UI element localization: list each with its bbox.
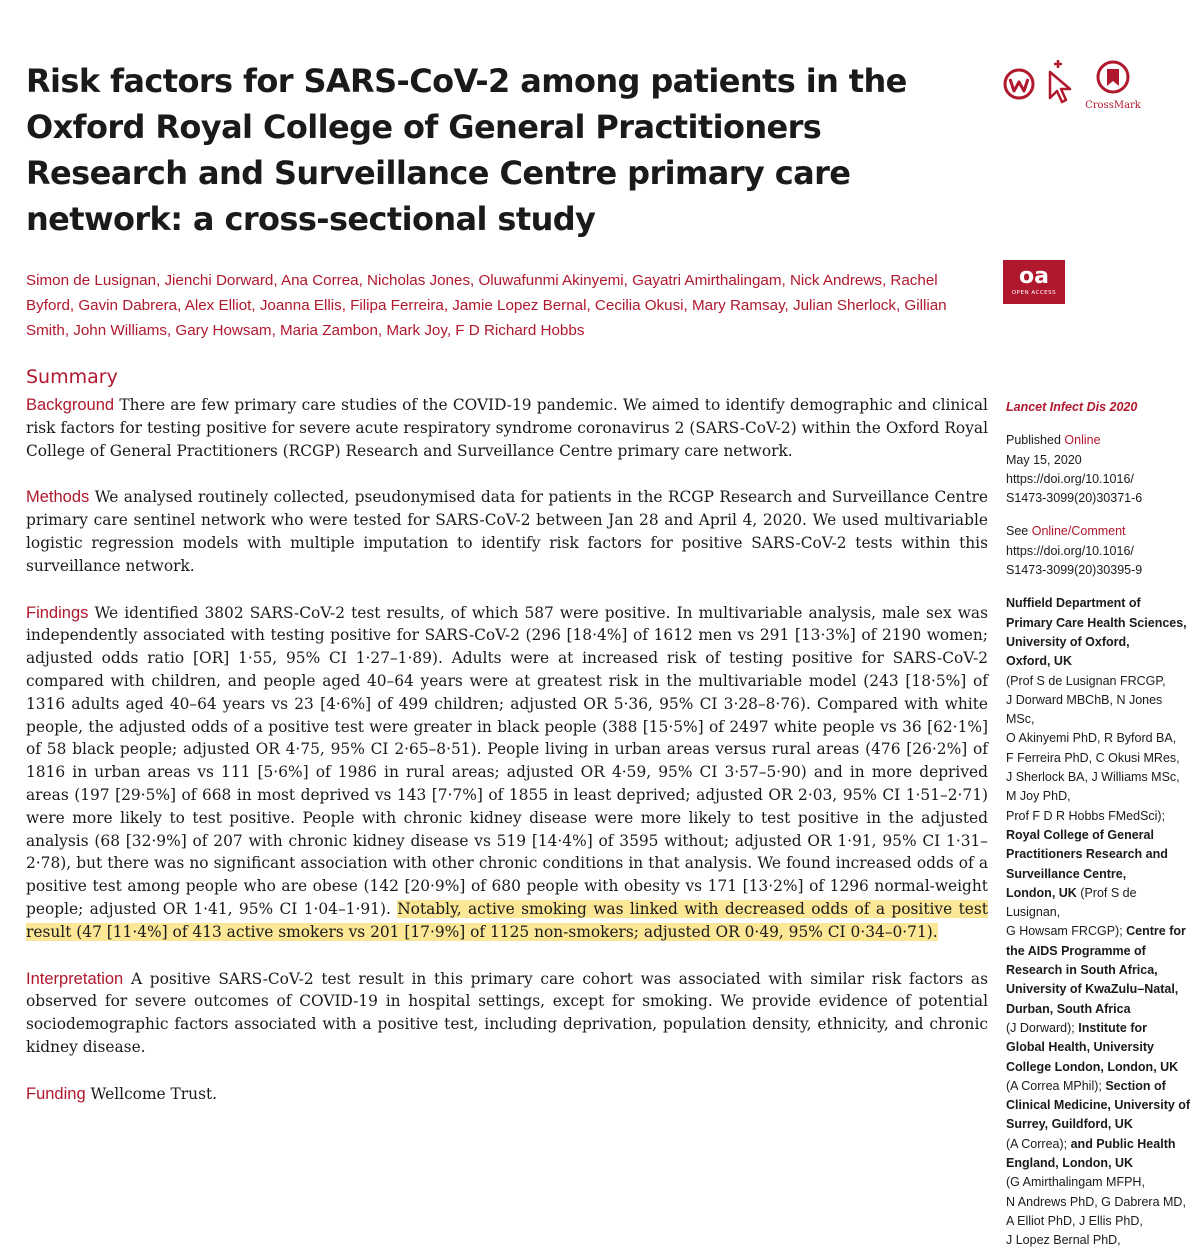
background-text: There are few primary care studies of the COVID-19 pandemic. We aimed to identify demographic and clinical risk factors for testing positive for severe acute respiratory syndrome coronavirus 2 (SARS-CoV-2) within the Oxford Royal College of General Practitioners (RCGP) Research and Surveillance Centre primary care network. [26, 396, 988, 460]
abstract [26, 394, 988, 1130]
affiliation-line: M Joy PhD, [1006, 789, 1071, 804]
affiliation-line: University of KwaZulu–Natal, [1006, 982, 1179, 997]
summary-heading: Summary [26, 366, 118, 388]
crossmark-badge[interactable] [1082, 60, 1144, 111]
findings-label: Findings [26, 603, 89, 622]
affiliation-line: N Andrews PhD, G Dabrera MD, [1006, 1194, 1186, 1209]
crossmark-label: CrossMark [1085, 100, 1141, 111]
affiliation-line: College London, London, UK [1006, 1059, 1179, 1074]
affiliation-line: Oxford, UK [1006, 654, 1072, 669]
affiliation-line: Surrey, Guildford, UK [1006, 1117, 1133, 1132]
affiliation-line: (G Amirthalingam MFPH, [1006, 1175, 1145, 1190]
see-label: See [1006, 524, 1029, 539]
affiliation-line: London, UK (Prof S de Lusignan, [1006, 885, 1137, 920]
affiliation-line: F Ferreira PhD, C Okusi MRes, [1006, 750, 1180, 765]
affiliation-line: O Akinyemi PhD, R Byford BA, [1006, 731, 1177, 746]
cursor-plus-icon[interactable] [1038, 58, 1078, 104]
methods-text: We analysed routinely collected, pseudonymised data for patients in the RCGP Research and Surveillance Centre primary care sentinel network who were tested for SARS-CoV-2 between Jan 28 and April 4, 2020. We used multivariable logistic regression models with multiple imputation to identify risk factors for positive SARS-CoV-2 tests within this surveillance network. [26, 488, 988, 575]
open-access-label: OPEN ACCESS [1011, 290, 1057, 296]
doi-link-2b[interactable]: S1473-3099(20)30395-9 [1006, 563, 1143, 578]
published-online-link[interactable]: Online [1064, 433, 1101, 448]
affiliation-line: Prof F D R Hobbs FMedSci); [1006, 808, 1166, 823]
w-badge-icon[interactable] [1002, 64, 1036, 104]
affiliation-line: Practitioners Research and [1006, 847, 1168, 862]
article-title: Risk factors for SARS-CoV-2 among patients in the Oxford Royal College of General Practitioners Research and Surveillance Centre primary care network: a cross-sectional study [26, 62, 907, 238]
affiliation-line: Research in South Africa, [1006, 963, 1158, 978]
affiliations [1006, 594, 1194, 1250]
published-date: May 15, 2020 [1006, 452, 1082, 467]
affiliation-line: (A Correa MPhil); Section of [1006, 1078, 1166, 1093]
doi-link-2a[interactable]: https://doi.org/10.1016/ [1006, 543, 1134, 558]
open-access-badge [1003, 260, 1065, 304]
affiliation-line: England, London, UK [1006, 1155, 1134, 1170]
funding-text: Wellcome Trust. [90, 1084, 218, 1103]
affiliation-line: the AIDS Programme of [1006, 943, 1146, 958]
background-paragraph [26, 394, 988, 462]
interpretation-label: Interpretation [26, 969, 124, 988]
affiliation-line: J Sherlock BA, J Williams MSc, [1006, 770, 1180, 785]
interpretation-paragraph [26, 968, 988, 1059]
methods-label: Methods [26, 488, 90, 507]
funding-label: Funding [26, 1084, 86, 1103]
affiliation-line: Primary Care Health Sciences, [1006, 615, 1187, 630]
findings-highlight: Notably, active smoking was linked with decreased odds of a positive test result (47 [11·4%] of 413 active smokers vs 201 [17·9%] of 1125 non-smokers; adjusted OR 0·49, 95% CI 0·34–0·71). [26, 899, 988, 941]
journal-citation: Lancet Infect Dis 2020 [1006, 400, 1138, 414]
affiliation-line: Global Health, University [1006, 1040, 1154, 1055]
affiliation-line: J Dorward MBChB, N Jones MSc, [1006, 692, 1163, 727]
affiliation-line: (J Dorward); Institute for [1006, 1020, 1147, 1035]
published-label: Published [1006, 433, 1061, 448]
affiliation-line: Royal College of General [1006, 827, 1154, 842]
affiliation-line: Clinical Medicine, University of [1006, 1098, 1191, 1113]
article-sidebar [1006, 398, 1194, 1250]
article-badges [1000, 58, 1190, 118]
affiliation-line: A Elliot PhD, J Ellis PhD, [1006, 1213, 1143, 1228]
background-label: Background [26, 396, 115, 414]
see-line [1006, 522, 1194, 541]
doi-link-1b[interactable]: S1473-3099(20)30371-6 [1006, 491, 1143, 506]
affiliation-line: (A Correa); and Public Health [1006, 1136, 1176, 1151]
affiliation-line: Durban, South Africa [1006, 1001, 1131, 1016]
doi-link-1a[interactable]: https://doi.org/10.1016/ [1006, 471, 1134, 486]
affiliation-line: University of Oxford, [1006, 634, 1130, 649]
online-comment-link[interactable]: Online/Comment [1031, 524, 1126, 539]
affiliation-line: (Prof S de Lusignan FRCGP, [1006, 673, 1166, 688]
funding-paragraph [26, 1083, 988, 1106]
affiliation-line: J Lopez Bernal PhD, [1006, 1233, 1121, 1248]
findings-paragraph [26, 602, 988, 944]
author-list: Simon de Lusignan, Jienchi Dorward, Ana Correa, Nicholas Jones, Oluwafunmi Akinyemi, Gayatri Amirthalingam, Nick Andrews, Rachel Byford, Gavin Dabrera, Alex Elliot, Joanna Ellis, Filipa Ferreira, Jamie Lopez Bernal, Cecilia Okusi, Mary Ramsay, Julian Sherlock, Gillian Smith, John Williams, Gary Howsam, Maria Zambon, Mark Joy, F D Richard Hobbs [26, 272, 947, 339]
interpretation-text: A positive SARS-CoV-2 test result in this primary care cohort was associated with similar risk factors as observed for severe outcomes of COVID-19 in hospital settings, except for smoking. We provide evidence of potential sociodemographic factors associated with a positive test, including deprivation, population density, ethnicity, and chronic kidney disease. [26, 969, 988, 1056]
crossmark-icon [1096, 60, 1130, 94]
findings-text: We identified 3802 SARS-CoV-2 test results, of which 587 were positive. In multivariable analysis, male sex was independently associated with testing positive for SARS-CoV-2 (296 [18·4%] of 1612 men vs 291 [13·3%] of 2190 women; adjusted odds ratio [OR] 1·55, 95% CI 1·27–1·89). Adults were at increased risk of testing positive for SARS-CoV-2 compared with children, and people aged 40–64 years were at greatest risk in the multivariable model (243 [18·5%] of 1316 adults aged 40–64 years vs 23 [4·6%] of 499 children; adjusted OR 5·36, 95% CI 3·28–8·76). Compared with white people, the adjusted odds of a positive test were greater in black people (388 [15·5%] of 2497 white people vs 36 [62·1%] of 58 black people; adjusted OR 4·75, 95% CI 2·65–8·51). People living in urban areas versus rural areas (476 [26·2%] of 1816 in urban areas vs 111 [5·6%] of 1986 in rural areas; adjusted OR 4·59, 95% CI 3·57–5·90) and in more deprived areas (197 [29·5%] of 668 in most deprived vs 143 [7·7%] of 1855 in least deprived; adjusted OR 2·03, 95% CI 1·51–2·71) were more likely to test positive. People with chronic kidney disease were more likely to test positive in the adjusted analysis (68 [32·9%] of 207 with chronic kidney disease vs 519 [14·4%] of 3595 without; adjusted OR 1·91, 95% CI 1·31–2·78), but there was no significant association with other chronic conditions in that analysis. We found increased odds of a positive test among people who are obese (142 [20·9%] of 680 people with obesity vs 171 [13·2%] of 1296 normal-weight people; adjusted OR 1·41, 95% CI 1·04–1·91). [26, 603, 988, 918]
methods-paragraph [26, 486, 988, 577]
affiliation-line: Nuffield Department of [1006, 596, 1141, 611]
affiliation-line: G Howsam FRCGP); Centre for [1006, 924, 1186, 939]
affiliation-line: Surveillance Centre, [1006, 866, 1127, 881]
open-access-letters: oa [1019, 264, 1049, 289]
published-line [1006, 431, 1194, 450]
